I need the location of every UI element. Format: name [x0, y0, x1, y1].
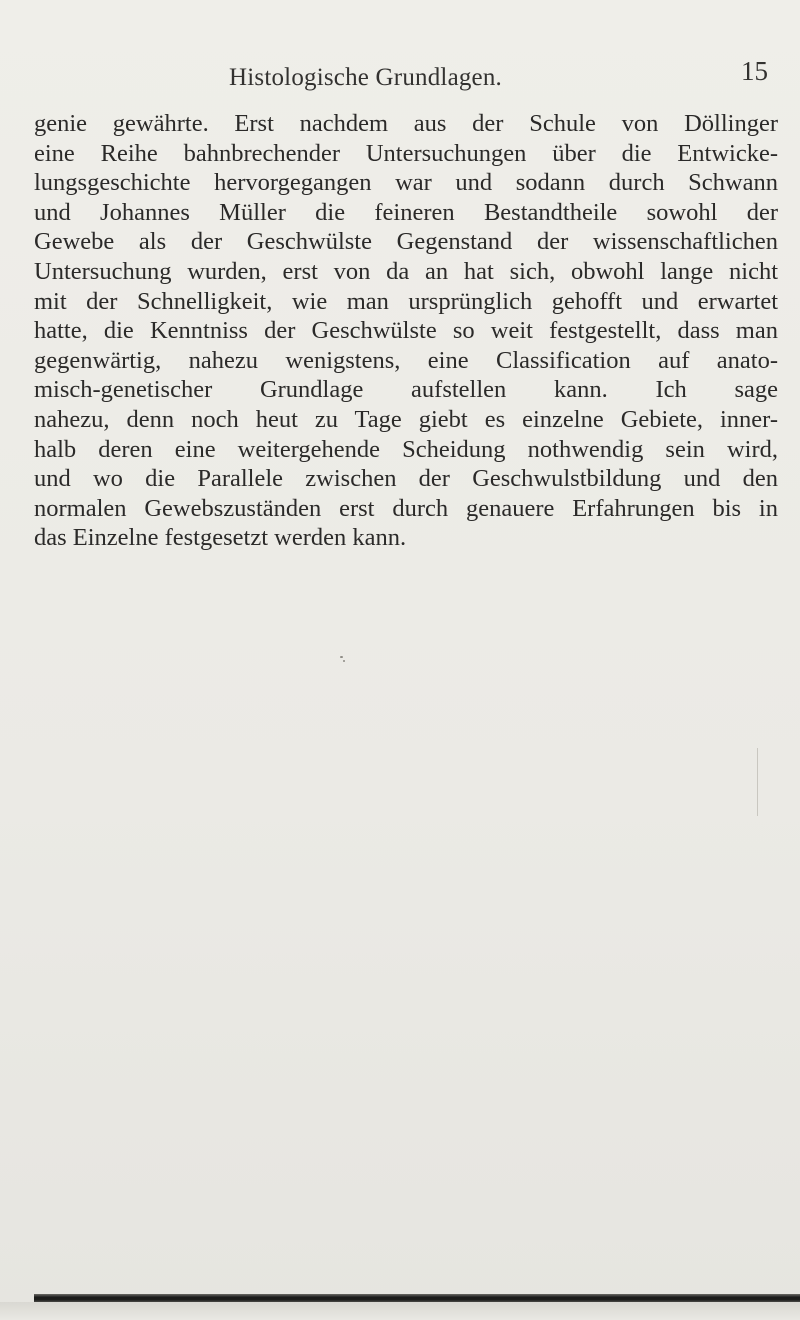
page-bottom-edge	[34, 1294, 800, 1302]
page-number: 15	[741, 56, 768, 86]
text-line: genie gewährte. Erst nachdem aus der Schule von Döllinger	[34, 110, 778, 137]
text-line: lungsgeschichte hervorgegangen war und sodann durch Schwann	[34, 169, 778, 197]
running-title: Histologische Grundlagen.	[229, 64, 503, 91]
text-line: normalen Gewebszuständen erst durch genauere Erfahrungen bis in	[34, 494, 778, 522]
running-head	[0, 56, 800, 94]
paper-crease	[757, 748, 758, 816]
text-line: und wo die Parallele zwischen der Geschwulstbildung und den	[34, 465, 778, 493]
text-line: das Einzelne festgesetzt werden kann.	[34, 524, 407, 552]
text-line: hatte, die Kenntniss der Geschwülste so weit festgestellt, dass man	[34, 317, 778, 345]
paper-speck	[343, 660, 345, 662]
text-line: nahezu, denn noch heut zu Tage giebt es einzelne Gebiete, inner-	[34, 405, 778, 433]
text-line: halb deren eine weitergehende Scheidung nothwendig sein wird,	[34, 435, 778, 463]
text-line: Gewebe als der Geschwülste Gegenstand der wissenschaftlichen	[34, 228, 778, 256]
page-bottom-shadow	[0, 1302, 800, 1320]
text-line: gegenwärtig, nahezu wenigstens, eine Classification auf anato-	[34, 346, 778, 374]
paper-speck	[340, 656, 343, 658]
text-line: Untersuchung wurden, erst von da an hat sich, obwohl lange nicht	[34, 257, 778, 285]
text-line: misch-genetischer Grundlage aufstellen kann. Ich sage	[34, 376, 778, 404]
text-line: eine Reihe bahnbrechender Untersuchungen über die Entwicke-	[34, 139, 778, 167]
text-line: mit der Schnelligkeit, wie man ursprünglich gehofft und erwartet	[34, 287, 778, 315]
body-paragraph	[34, 109, 778, 553]
text-line: und Johannes Müller die feineren Bestandtheile sowohl der	[34, 198, 778, 226]
